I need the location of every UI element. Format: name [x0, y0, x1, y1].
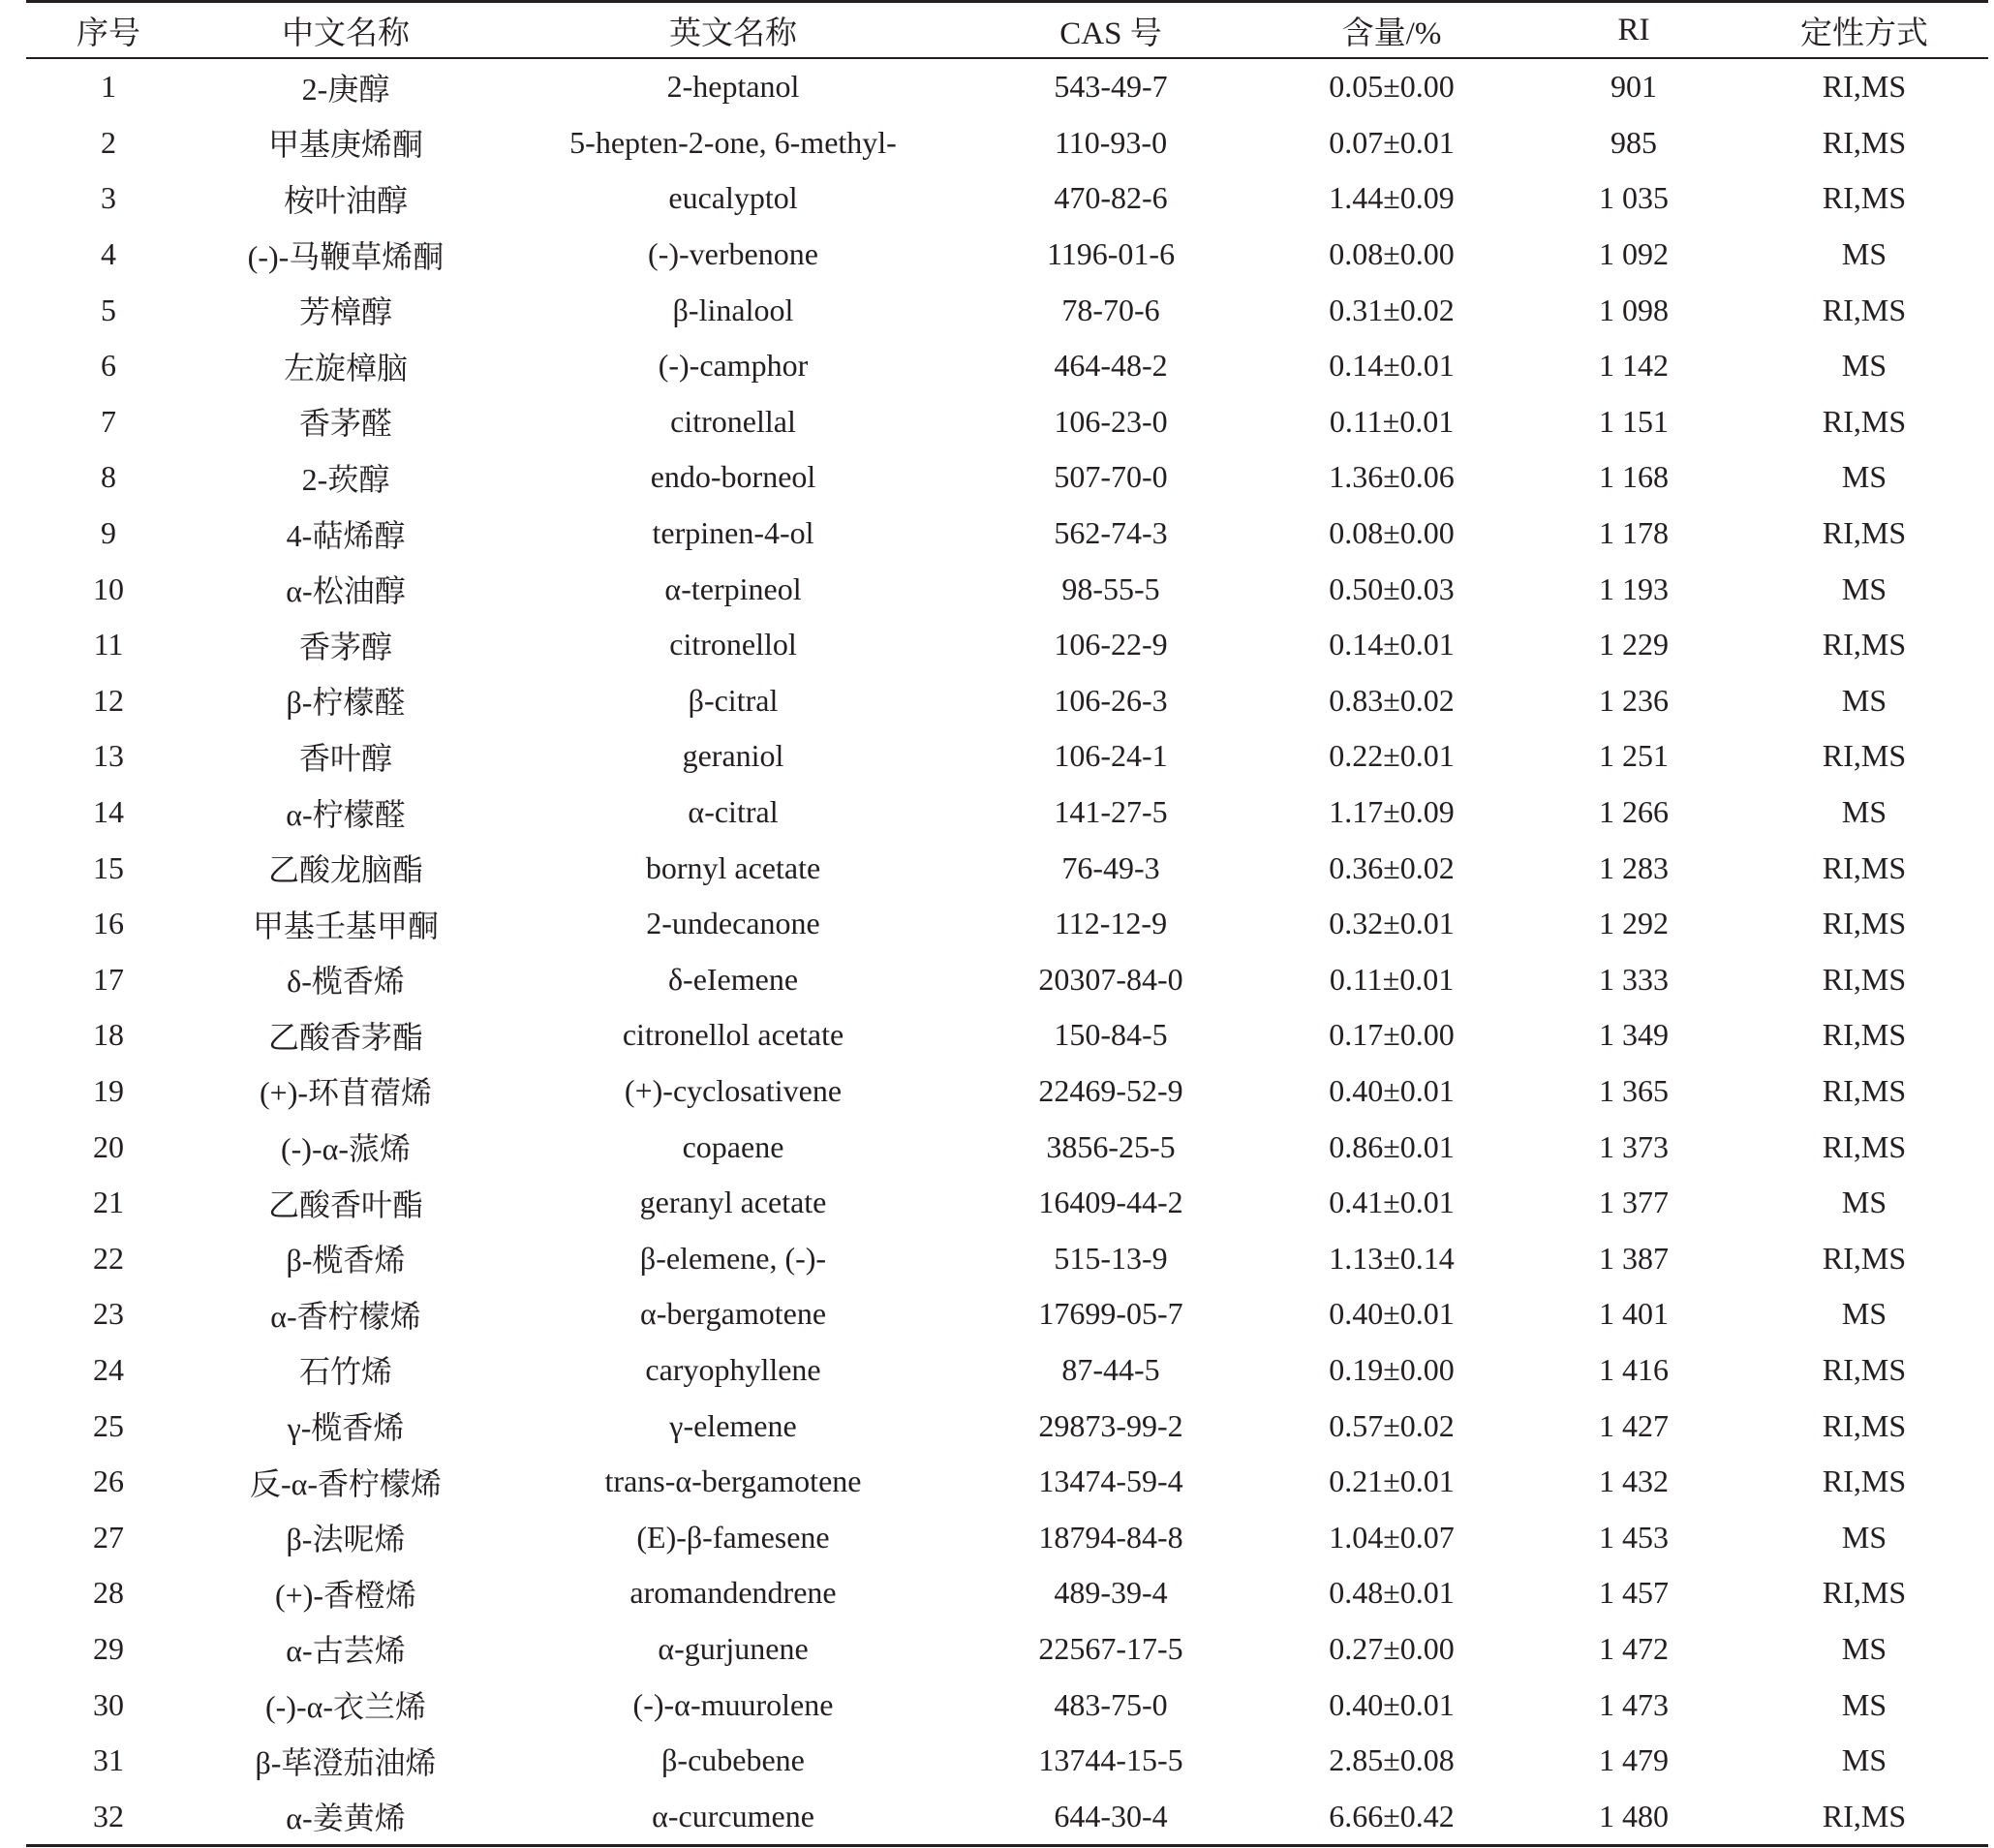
cell-chinese-name: 石竹烯 — [298, 1354, 392, 1390]
table-row — [26, 1454, 1988, 1510]
table-row — [26, 1733, 1988, 1789]
cell-chinese-name: δ-榄香烯 — [287, 964, 405, 1000]
cell-cas-number: 17699-05-7 — [1038, 1296, 1183, 1332]
table-row — [26, 840, 1988, 896]
cell-content: 0.05±0.00 — [1329, 69, 1455, 105]
cell-serial-no: 1 — [101, 69, 116, 105]
cell-ri: 1 229 — [1599, 627, 1669, 662]
table-row — [26, 506, 1988, 562]
cell-identification-method: RI,MS — [1822, 1575, 1907, 1611]
cell-ri: 1 432 — [1599, 1463, 1669, 1499]
cell-cas-number: 483-75-0 — [1054, 1686, 1168, 1722]
cell-content: 0.17±0.00 — [1329, 1017, 1455, 1053]
cell-ri: 901 — [1611, 69, 1657, 105]
table-row — [26, 170, 1988, 227]
cell-cas-number: 515-13-9 — [1054, 1240, 1168, 1276]
cell-content: 0.36±0.02 — [1329, 849, 1455, 885]
cell-cas-number: 78-70-6 — [1061, 292, 1160, 327]
table-row — [26, 1677, 1988, 1733]
cell-chinese-name: 乙酸香叶酯 — [267, 1186, 423, 1222]
cell-identification-method: MS — [1841, 1519, 1887, 1555]
cell-serial-no: 11 — [93, 627, 124, 662]
cell-serial-no: 8 — [101, 459, 116, 495]
table-row — [26, 1286, 1988, 1342]
cell-english-name: α-terpineol — [664, 570, 802, 606]
cell-serial-no: 6 — [101, 348, 116, 384]
cell-english-name: β-cubebene — [661, 1742, 805, 1778]
cell-english-name: (-)-camphor — [658, 348, 809, 384]
cell-serial-no: 3 — [101, 180, 116, 216]
cell-cas-number: 1196-01-6 — [1046, 236, 1176, 272]
cell-identification-method: MS — [1841, 682, 1887, 718]
cell-content: 0.11±0.01 — [1329, 403, 1455, 439]
cell-english-name: eucalyptol — [668, 180, 798, 216]
table-row — [26, 785, 1988, 841]
cell-identification-method: RI,MS — [1822, 627, 1907, 662]
cell-chinese-name: β-榄香烯 — [286, 1243, 406, 1278]
cell-chinese-name: γ-榄香烯 — [287, 1410, 405, 1446]
cell-cas-number: 20307-84-0 — [1038, 961, 1183, 997]
cell-chinese-name: 2-莰醇 — [301, 461, 390, 497]
cell-identification-method: RI,MS — [1822, 1017, 1907, 1053]
cell-identification-method: MS — [1841, 1742, 1887, 1778]
cell-cas-number: 112-12-9 — [1054, 906, 1168, 941]
cell-content: 1.44±0.09 — [1329, 180, 1455, 216]
cell-serial-no: 24 — [93, 1351, 124, 1387]
cell-cas-number: 106-26-3 — [1054, 682, 1168, 718]
cell-chinese-name: 左旋樟脑 — [283, 350, 408, 385]
cell-ri: 1 401 — [1599, 1296, 1669, 1332]
cell-cas-number: 489-39-4 — [1054, 1575, 1168, 1611]
table-row — [26, 561, 1988, 617]
cell-cas-number: 562-74-3 — [1054, 515, 1168, 551]
cell-ri: 1 098 — [1599, 292, 1669, 327]
cell-content: 0.08±0.00 — [1329, 236, 1455, 272]
cell-chinese-name: (-)-马鞭草烯酮 — [247, 238, 445, 274]
cell-ri: 1 092 — [1599, 236, 1669, 272]
cell-identification-method: RI,MS — [1822, 906, 1907, 941]
cell-ri: 1 193 — [1599, 570, 1669, 606]
cell-chinese-name: 芳樟醇 — [298, 294, 392, 330]
cell-identification-method: MS — [1841, 236, 1887, 272]
cell-english-name: citronellol — [669, 627, 797, 662]
table-body — [26, 58, 1988, 1846]
header-serial-no: 序号 — [26, 2, 191, 59]
cell-cas-number: 76-49-3 — [1061, 849, 1160, 885]
cell-chinese-name: 甲基壬基甲酮 — [252, 908, 439, 943]
cell-chinese-name: 乙酸龙脑酯 — [267, 852, 423, 888]
cell-serial-no: 26 — [93, 1463, 124, 1499]
cell-chinese-name: 反-α-香柠檬烯 — [249, 1465, 443, 1501]
cell-identification-method: RI,MS — [1822, 738, 1907, 774]
cell-cas-number: 470-82-6 — [1054, 180, 1168, 216]
cell-ri: 1 453 — [1599, 1519, 1669, 1555]
table-row — [26, 394, 1988, 450]
cell-content: 0.22±0.01 — [1329, 738, 1455, 774]
cell-ri: 1 373 — [1599, 1128, 1669, 1164]
cell-cas-number: 106-24-1 — [1054, 738, 1168, 774]
cell-content: 1.13±0.14 — [1329, 1240, 1455, 1276]
table-row — [26, 1509, 1988, 1565]
cell-ri: 1 266 — [1599, 794, 1669, 830]
cell-chinese-name: β-柠檬醛 — [286, 685, 406, 721]
cell-content: 0.57±0.02 — [1329, 1407, 1455, 1443]
cell-serial-no: 18 — [93, 1017, 124, 1053]
table-row — [26, 58, 1988, 115]
cell-identification-method: MS — [1841, 348, 1887, 384]
cell-serial-no: 13 — [93, 738, 124, 774]
cell-english-name: γ-elemene — [669, 1407, 797, 1443]
table-row — [26, 673, 1988, 729]
cell-english-name: (E)-β-famesene — [636, 1519, 830, 1555]
cell-ri: 1 178 — [1599, 515, 1669, 551]
compound-table — [26, 0, 1988, 1847]
cell-content: 0.50±0.03 — [1329, 570, 1455, 606]
cell-identification-method: RI,MS — [1822, 180, 1907, 216]
cell-content: 1.36±0.06 — [1329, 459, 1455, 495]
cell-content: 0.08±0.00 — [1329, 515, 1455, 551]
cell-cas-number: 22469-52-9 — [1038, 1072, 1183, 1108]
cell-ri: 1 333 — [1599, 961, 1669, 997]
cell-ri: 1 472 — [1599, 1630, 1669, 1666]
cell-ri: 1 377 — [1599, 1185, 1669, 1220]
cell-serial-no: 23 — [93, 1296, 124, 1332]
cell-chinese-name: α-松油醇 — [286, 573, 406, 609]
cell-identification-method: MS — [1841, 1185, 1887, 1220]
cell-serial-no: 20 — [93, 1128, 124, 1164]
table-row — [26, 896, 1988, 952]
cell-identification-method: RI,MS — [1822, 69, 1907, 105]
cell-serial-no: 30 — [93, 1686, 124, 1722]
cell-identification-method: RI,MS — [1822, 1351, 1907, 1387]
cell-chinese-name: (-)-α-蒎烯 — [280, 1131, 412, 1167]
cell-ri: 1 387 — [1599, 1240, 1669, 1276]
header-cas-number: CAS 号 — [966, 2, 1256, 59]
cell-serial-no: 25 — [93, 1407, 124, 1443]
cell-english-name: α-curcumene — [501, 1788, 966, 1845]
cell-identification-method: RI,MS — [1822, 961, 1907, 997]
cell-english-name: (+)-cyclosativene — [624, 1072, 843, 1108]
cell-english-name: β-citral — [688, 682, 779, 718]
cell-cas-number: 3856-25-5 — [1046, 1128, 1176, 1164]
cell-content: 0.40±0.01 — [1329, 1072, 1455, 1108]
cell-cas-number: 13474-59-4 — [1038, 1463, 1183, 1499]
table-row — [26, 338, 1988, 394]
cell-cas-number: 22567-17-5 — [1038, 1630, 1183, 1666]
cell-english-name: geraniol — [682, 738, 784, 774]
cell-content: 0.31±0.02 — [1329, 292, 1455, 327]
cell-english-name: α-gurjunene — [658, 1630, 809, 1666]
cell-identification-method: MS — [1841, 1296, 1887, 1332]
cell-content: 1.04±0.07 — [1329, 1519, 1455, 1555]
table-row — [26, 1342, 1988, 1399]
cell-content: 0.07±0.01 — [1329, 124, 1455, 160]
cell-serial-no: 14 — [93, 794, 124, 830]
cell-identification-method: RI,MS — [1822, 292, 1907, 327]
cell-ri: 1 457 — [1599, 1575, 1669, 1611]
cell-english-name: (-)-α-muurolene — [632, 1686, 834, 1722]
cell-ri: 1 480 — [1527, 1788, 1740, 1845]
cell-cas-number: 464-48-2 — [1054, 348, 1168, 384]
cell-english-name: δ-eIemene — [667, 961, 799, 997]
cell-chinese-name: α-古芸烯 — [286, 1633, 406, 1669]
cell-cas-number: 16409-44-2 — [1038, 1185, 1183, 1220]
cell-identification-method: RI,MS — [1822, 403, 1907, 439]
cell-cas-number: 110-93-0 — [1054, 124, 1168, 160]
cell-identification-method: MS — [1841, 459, 1887, 495]
table-row — [26, 728, 1988, 785]
table-row — [26, 1398, 1988, 1454]
cell-english-name: α-citral — [688, 794, 779, 830]
cell-ri: 1 365 — [1599, 1072, 1669, 1108]
table-row — [26, 952, 1988, 1008]
cell-english-name: (-)-verbenone — [648, 236, 818, 272]
table-row — [26, 282, 1988, 338]
cell-identification-method: RI,MS — [1822, 1463, 1907, 1499]
cell-identification-method: RI,MS — [1822, 1128, 1907, 1164]
cell-english-name: terpinen-4-ol — [652, 515, 814, 551]
table-row — [26, 227, 1988, 283]
cell-ri: 1 236 — [1599, 682, 1669, 718]
cell-cas-number: 141-27-5 — [1054, 794, 1168, 830]
table-row — [26, 1621, 1988, 1678]
cell-content: 0.19±0.00 — [1329, 1351, 1455, 1387]
cell-content: 0.21±0.01 — [1329, 1463, 1455, 1499]
cell-chinese-name: (+)-香橙烯 — [274, 1577, 417, 1613]
cell-identification-method: MS — [1841, 1686, 1887, 1722]
cell-chinese-name: β-法呢烯 — [286, 1522, 406, 1557]
cell-chinese-name: 2-庚醇 — [301, 71, 390, 107]
cell-serial-no: 31 — [93, 1742, 124, 1778]
cell-serial-no: 32 — [26, 1788, 191, 1845]
cell-english-name: citronellal — [670, 403, 796, 439]
cell-identification-method: RI,MS — [1740, 1788, 1988, 1845]
cell-content: 0.11±0.01 — [1329, 961, 1455, 997]
cell-identification-method: MS — [1841, 570, 1887, 606]
cell-english-name: β-linalool — [672, 292, 794, 327]
cell-content: 0.32±0.01 — [1329, 906, 1455, 941]
cell-identification-method: RI,MS — [1822, 1072, 1907, 1108]
cell-identification-method: RI,MS — [1822, 124, 1907, 160]
cell-chinese-name: (-)-α-衣兰烯 — [264, 1689, 427, 1725]
cell-serial-no: 17 — [93, 961, 124, 997]
cell-english-name: 2-undecanone — [646, 906, 820, 941]
cell-identification-method: RI,MS — [1822, 515, 1907, 551]
cell-chinese-name: α-姜黄烯 — [191, 1788, 501, 1845]
cell-english-name: aromandendrene — [629, 1575, 837, 1611]
table-row — [26, 1119, 1988, 1175]
cell-serial-no: 5 — [101, 292, 116, 327]
header-content: 含量/% — [1256, 2, 1527, 59]
table-row — [26, 1063, 1988, 1120]
cell-identification-method: RI,MS — [1822, 1407, 1907, 1443]
cell-cas-number: 13744-15-5 — [1038, 1742, 1183, 1778]
cell-serial-no: 29 — [93, 1630, 124, 1666]
table-row — [26, 1565, 1988, 1621]
cell-content: 0.27±0.00 — [1329, 1630, 1455, 1666]
cell-chinese-name: 乙酸香茅酯 — [267, 1019, 423, 1055]
cell-ri: 1 168 — [1599, 459, 1669, 495]
cell-ri: 1 035 — [1599, 180, 1669, 216]
cell-chinese-name: 4-萜烯醇 — [286, 517, 406, 553]
cell-identification-method: RI,MS — [1822, 849, 1907, 885]
cell-serial-no: 27 — [93, 1519, 124, 1555]
table-row — [26, 617, 1988, 673]
cell-cas-number: 507-70-0 — [1054, 459, 1168, 495]
cell-content: 0.40±0.01 — [1329, 1686, 1455, 1722]
cell-chinese-name: 桉叶油醇 — [283, 182, 408, 218]
cell-identification-method: RI,MS — [1822, 1240, 1907, 1276]
cell-content: 0.41±0.01 — [1329, 1185, 1455, 1220]
cell-cas-number: 106-23-0 — [1054, 403, 1168, 439]
cell-english-name: 5-hepten-2-one, 6-methyl- — [569, 124, 897, 160]
table-row — [26, 1175, 1988, 1231]
cell-ri: 1 473 — [1599, 1686, 1669, 1722]
cell-serial-no: 22 — [93, 1240, 124, 1276]
cell-english-name: 2-heptanol — [666, 69, 800, 105]
header-english-name: 英文名称 — [501, 2, 966, 59]
table-header-row — [26, 2, 1988, 59]
cell-english-name: copaene — [682, 1128, 784, 1164]
cell-cas-number: 98-55-5 — [1061, 570, 1160, 606]
header-ri: RI — [1527, 2, 1740, 59]
cell-cas-number: 150-84-5 — [1054, 1017, 1168, 1053]
cell-content: 0.14±0.01 — [1329, 348, 1455, 384]
cell-serial-no: 21 — [93, 1185, 124, 1220]
cell-ri: 1 479 — [1599, 1742, 1669, 1778]
cell-chinese-name: 香茅醇 — [298, 629, 392, 664]
cell-english-name: trans-α-bergamotene — [604, 1463, 862, 1499]
cell-serial-no: 9 — [101, 515, 116, 551]
cell-chinese-name: α-柠檬醛 — [286, 796, 406, 832]
cell-ri: 1 349 — [1599, 1017, 1669, 1053]
cell-ri: 1 142 — [1599, 348, 1669, 384]
cell-chinese-name: α-香柠檬烯 — [270, 1298, 421, 1334]
table-row — [26, 1230, 1988, 1286]
cell-content: 0.48±0.01 — [1329, 1575, 1455, 1611]
cell-content: 1.17±0.09 — [1329, 794, 1455, 830]
cell-cas-number: 29873-99-2 — [1038, 1407, 1183, 1443]
cell-content: 0.14±0.01 — [1329, 627, 1455, 662]
cell-cas-number: 106-22-9 — [1054, 627, 1168, 662]
header-identification-method: 定性方式 — [1740, 2, 1988, 59]
header-chinese-name: 中文名称 — [191, 2, 501, 59]
cell-chinese-name: (+)-环苜蓿烯 — [259, 1075, 433, 1111]
cell-identification-method: MS — [1841, 794, 1887, 830]
cell-serial-no: 7 — [101, 403, 116, 439]
cell-serial-no: 4 — [101, 236, 116, 272]
cell-english-name: geranyl acetate — [639, 1185, 827, 1220]
cell-english-name: endo-borneol — [650, 459, 816, 495]
table-row — [26, 115, 1988, 171]
cell-cas-number: 18794-84-8 — [1038, 1519, 1183, 1555]
cell-serial-no: 10 — [93, 570, 124, 606]
cell-ri: 1 416 — [1599, 1351, 1669, 1387]
cell-content: 0.40±0.01 — [1329, 1296, 1455, 1332]
cell-serial-no: 12 — [93, 682, 124, 718]
cell-identification-method: MS — [1841, 1630, 1887, 1666]
cell-chinese-name: 甲基庚烯酮 — [267, 127, 423, 163]
cell-content: 6.66±0.42 — [1256, 1788, 1527, 1845]
cell-content: 2.85±0.08 — [1329, 1742, 1455, 1778]
cell-english-name: β-elemene, (-)- — [639, 1240, 827, 1276]
cell-content: 0.86±0.01 — [1329, 1128, 1455, 1164]
cell-ri: 1 151 — [1599, 403, 1669, 439]
table-row — [26, 1007, 1988, 1063]
cell-cas-number: 543-49-7 — [1054, 69, 1168, 105]
cell-ri: 1 292 — [1599, 906, 1669, 941]
cell-ri: 985 — [1611, 124, 1657, 160]
cell-cas-number: 644-30-4 — [966, 1788, 1256, 1845]
cell-ri: 1 251 — [1599, 738, 1669, 774]
cell-english-name: α-bergamotene — [639, 1296, 827, 1332]
cell-english-name: bornyl acetate — [645, 849, 821, 885]
cell-serial-no: 19 — [93, 1072, 124, 1108]
table-row — [26, 1788, 1988, 1845]
cell-serial-no: 2 — [101, 124, 116, 160]
cell-english-name: caryophyllene — [645, 1351, 821, 1387]
cell-serial-no: 28 — [93, 1575, 124, 1611]
cell-serial-no: 15 — [93, 849, 124, 885]
table-row — [26, 449, 1988, 506]
cell-cas-number: 87-44-5 — [1061, 1351, 1160, 1387]
cell-chinese-name: β-荜澄茄油烯 — [255, 1744, 437, 1780]
cell-ri: 1 283 — [1599, 849, 1669, 885]
cell-chinese-name: 香叶醇 — [298, 740, 392, 776]
cell-english-name: citronellol acetate — [622, 1017, 844, 1053]
cell-serial-no: 16 — [93, 906, 124, 941]
cell-content: 0.83±0.02 — [1329, 682, 1455, 718]
cell-ri: 1 427 — [1599, 1407, 1669, 1443]
cell-chinese-name: 香茅醛 — [298, 406, 392, 442]
